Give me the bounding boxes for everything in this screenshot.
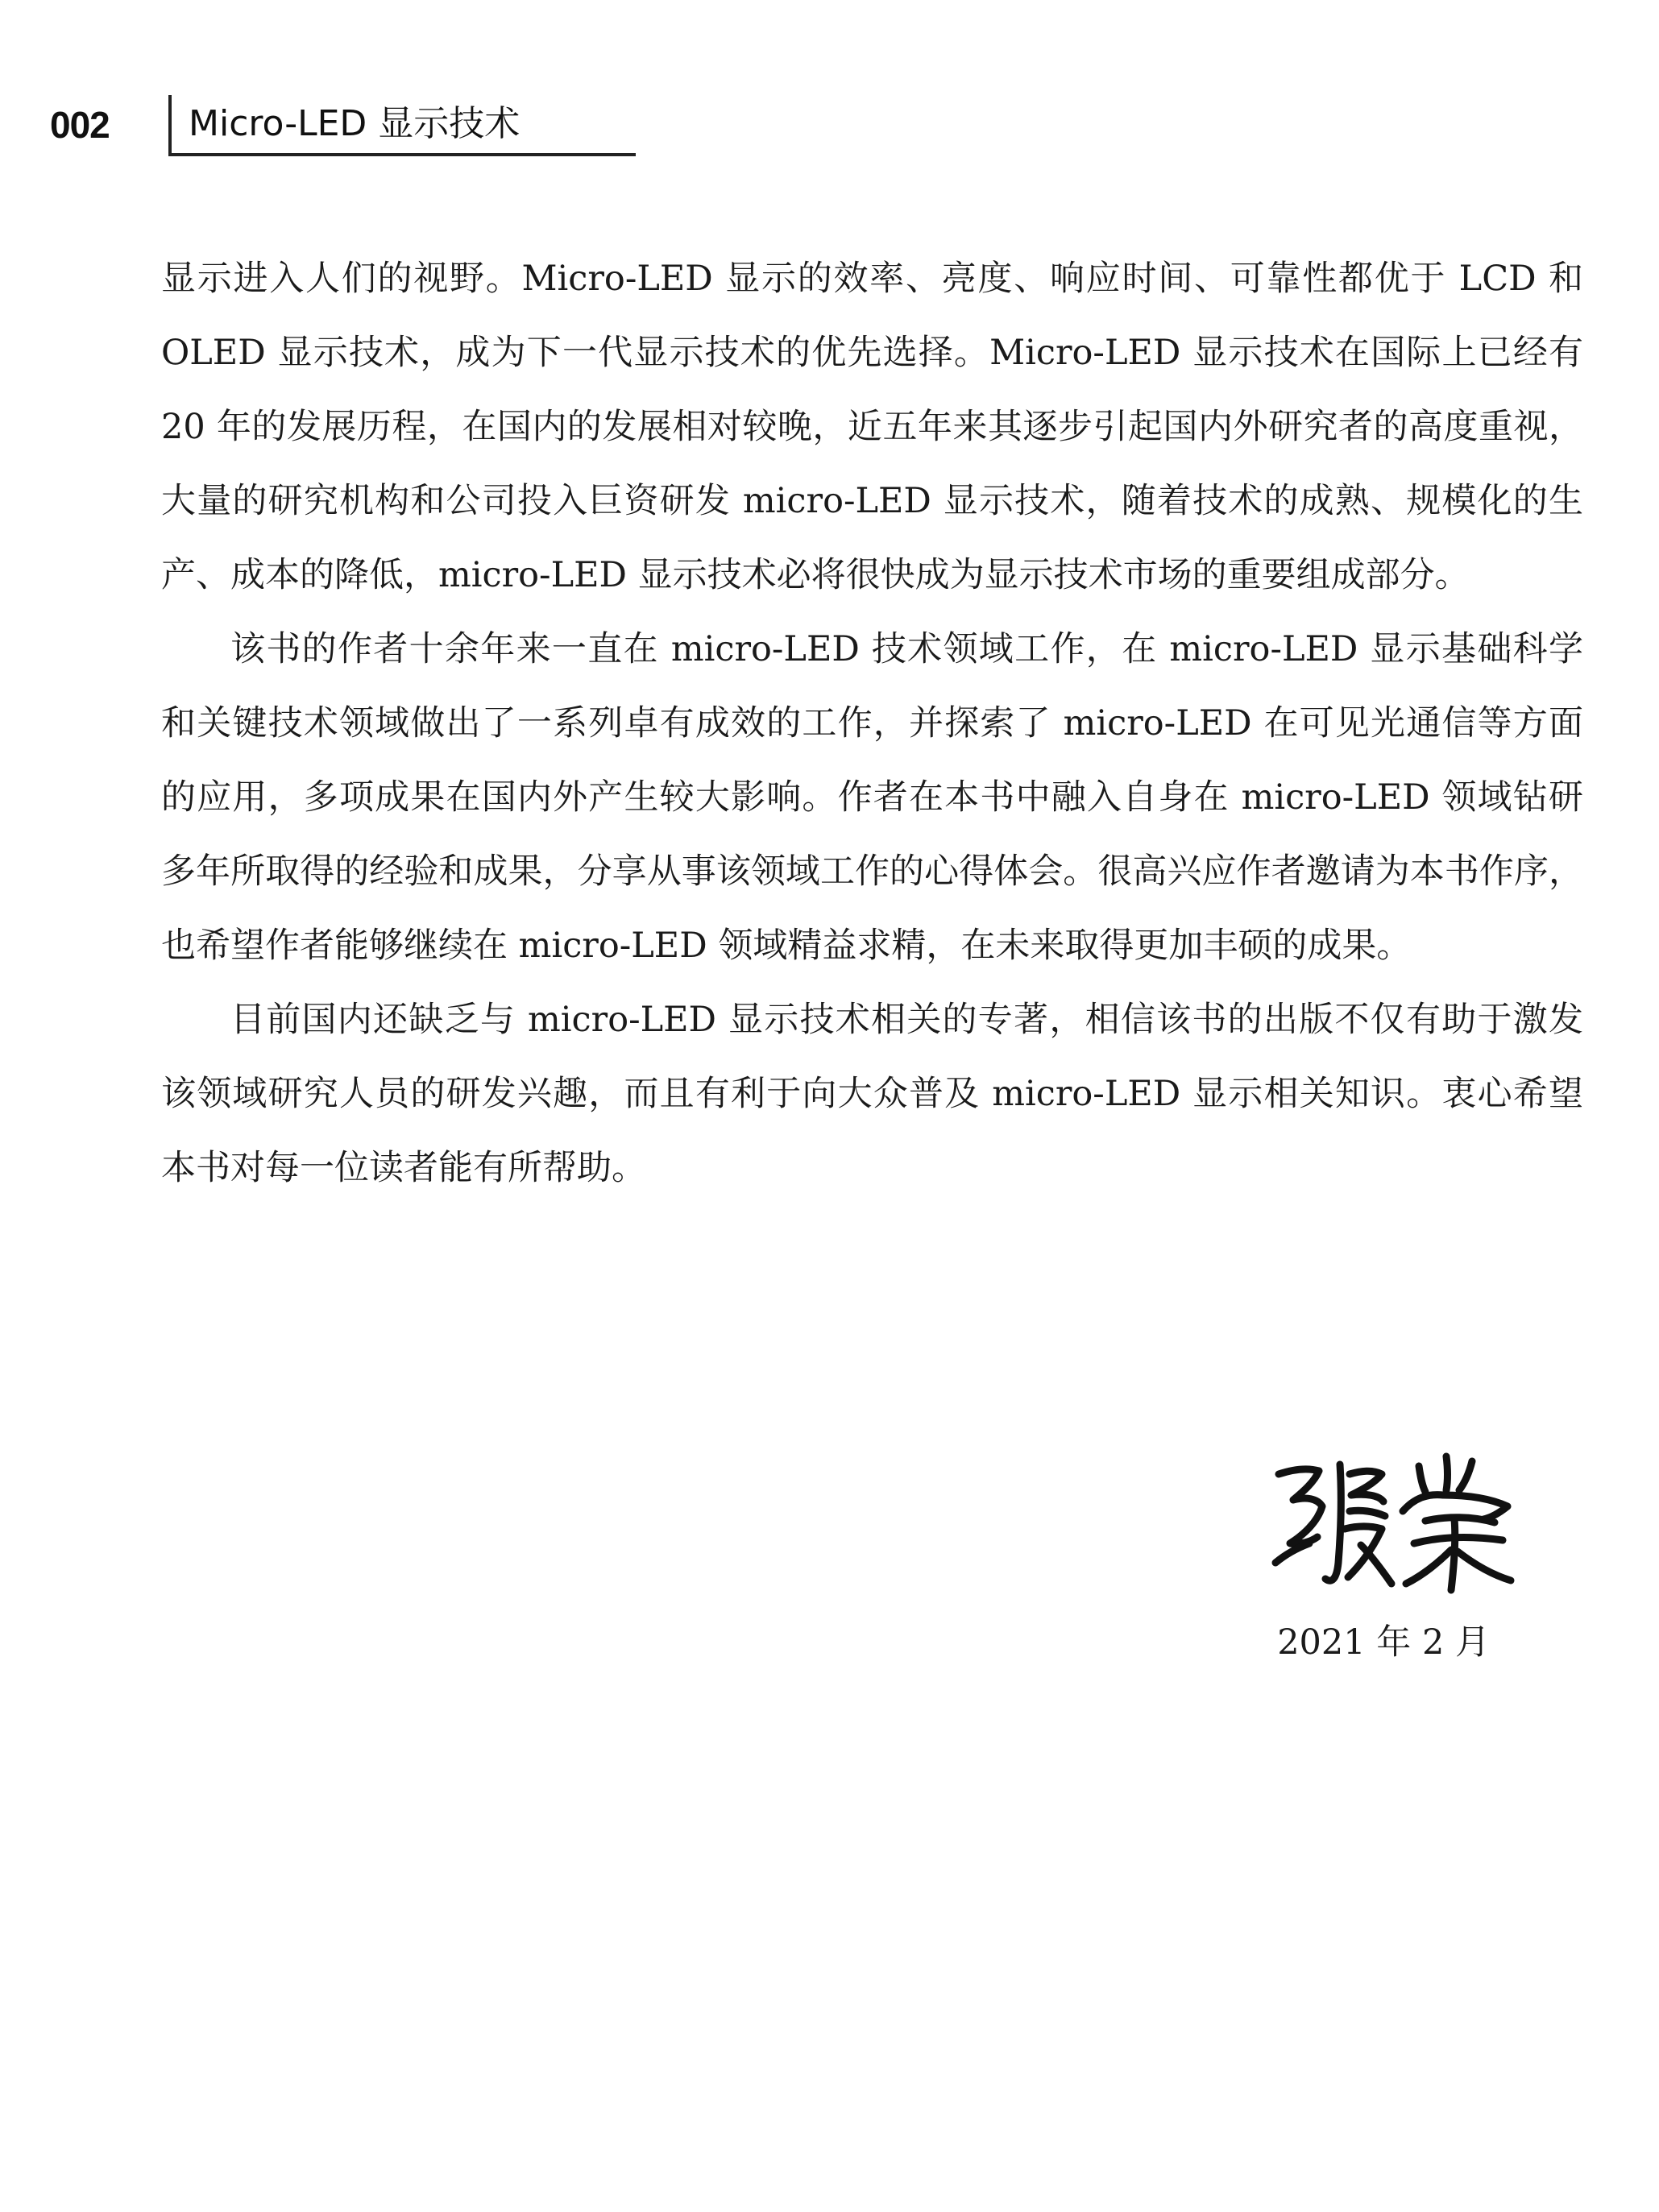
preface-body <box>161 242 1583 1205</box>
header-vertical-rule <box>168 95 172 155</box>
handwritten-signature <box>1261 1442 1527 1595</box>
running-header-title: Micro-LED 显示技术 <box>189 103 521 144</box>
header-horizontal-rule <box>168 153 636 156</box>
signature-image <box>1261 1442 1527 1595</box>
paragraph-2: 该书的作者十余年来一直在 micro-LED 技术领域工作，在 micro-LED 显示基础科学和关键技术领域做出了一系列卓有成效的工作，并探索了 micro-LED 在可见光通信等方面的应用，多项成果在国内外产生较大影响。作者在本书中融入自身在 micro-LED 领域钻研多年所取得的经验和成果，分享从事该领域工作的心得体会。很高兴应作者邀请为本书作序，也希望作者能够继续在 micro-LED 领域精益求精，在未来取得更加丰硕的成果。 <box>161 629 1583 966</box>
paragraph-1: 显示进入人们的视野。Micro-LED 显示的效率、亮度、响应时间、可靠性都优于 LCD 和 OLED 显示技术，成为下一代显示技术的优先选择。Micro-LED 显示技术在国际上已经有 20 年的发展历程，在国内的发展相对较晚，近五年来其逐步引起国内外研究者的高度重视，大量的研究机构和公司投入巨资研发 micro-LED 显示技术，随着技术的成熟、规模化的生产、成本的降低，micro-LED 显示技术必将很快成为显示技术市场的重要组成部分。 <box>161 259 1583 595</box>
page-number: 002 <box>50 104 110 146</box>
paragraph-3: 目前国内还缺乏与 micro-LED 显示技术相关的专著，相信该书的出版不仅有助于激发该领域研究人员的研发兴趣，而且有利于向大众普及 micro-LED 显示相关知识。衷心希望本书对每一位读者能有所帮助。 <box>161 1000 1583 1188</box>
signature-date: 2021 年 2 月 <box>1277 1622 1490 1663</box>
